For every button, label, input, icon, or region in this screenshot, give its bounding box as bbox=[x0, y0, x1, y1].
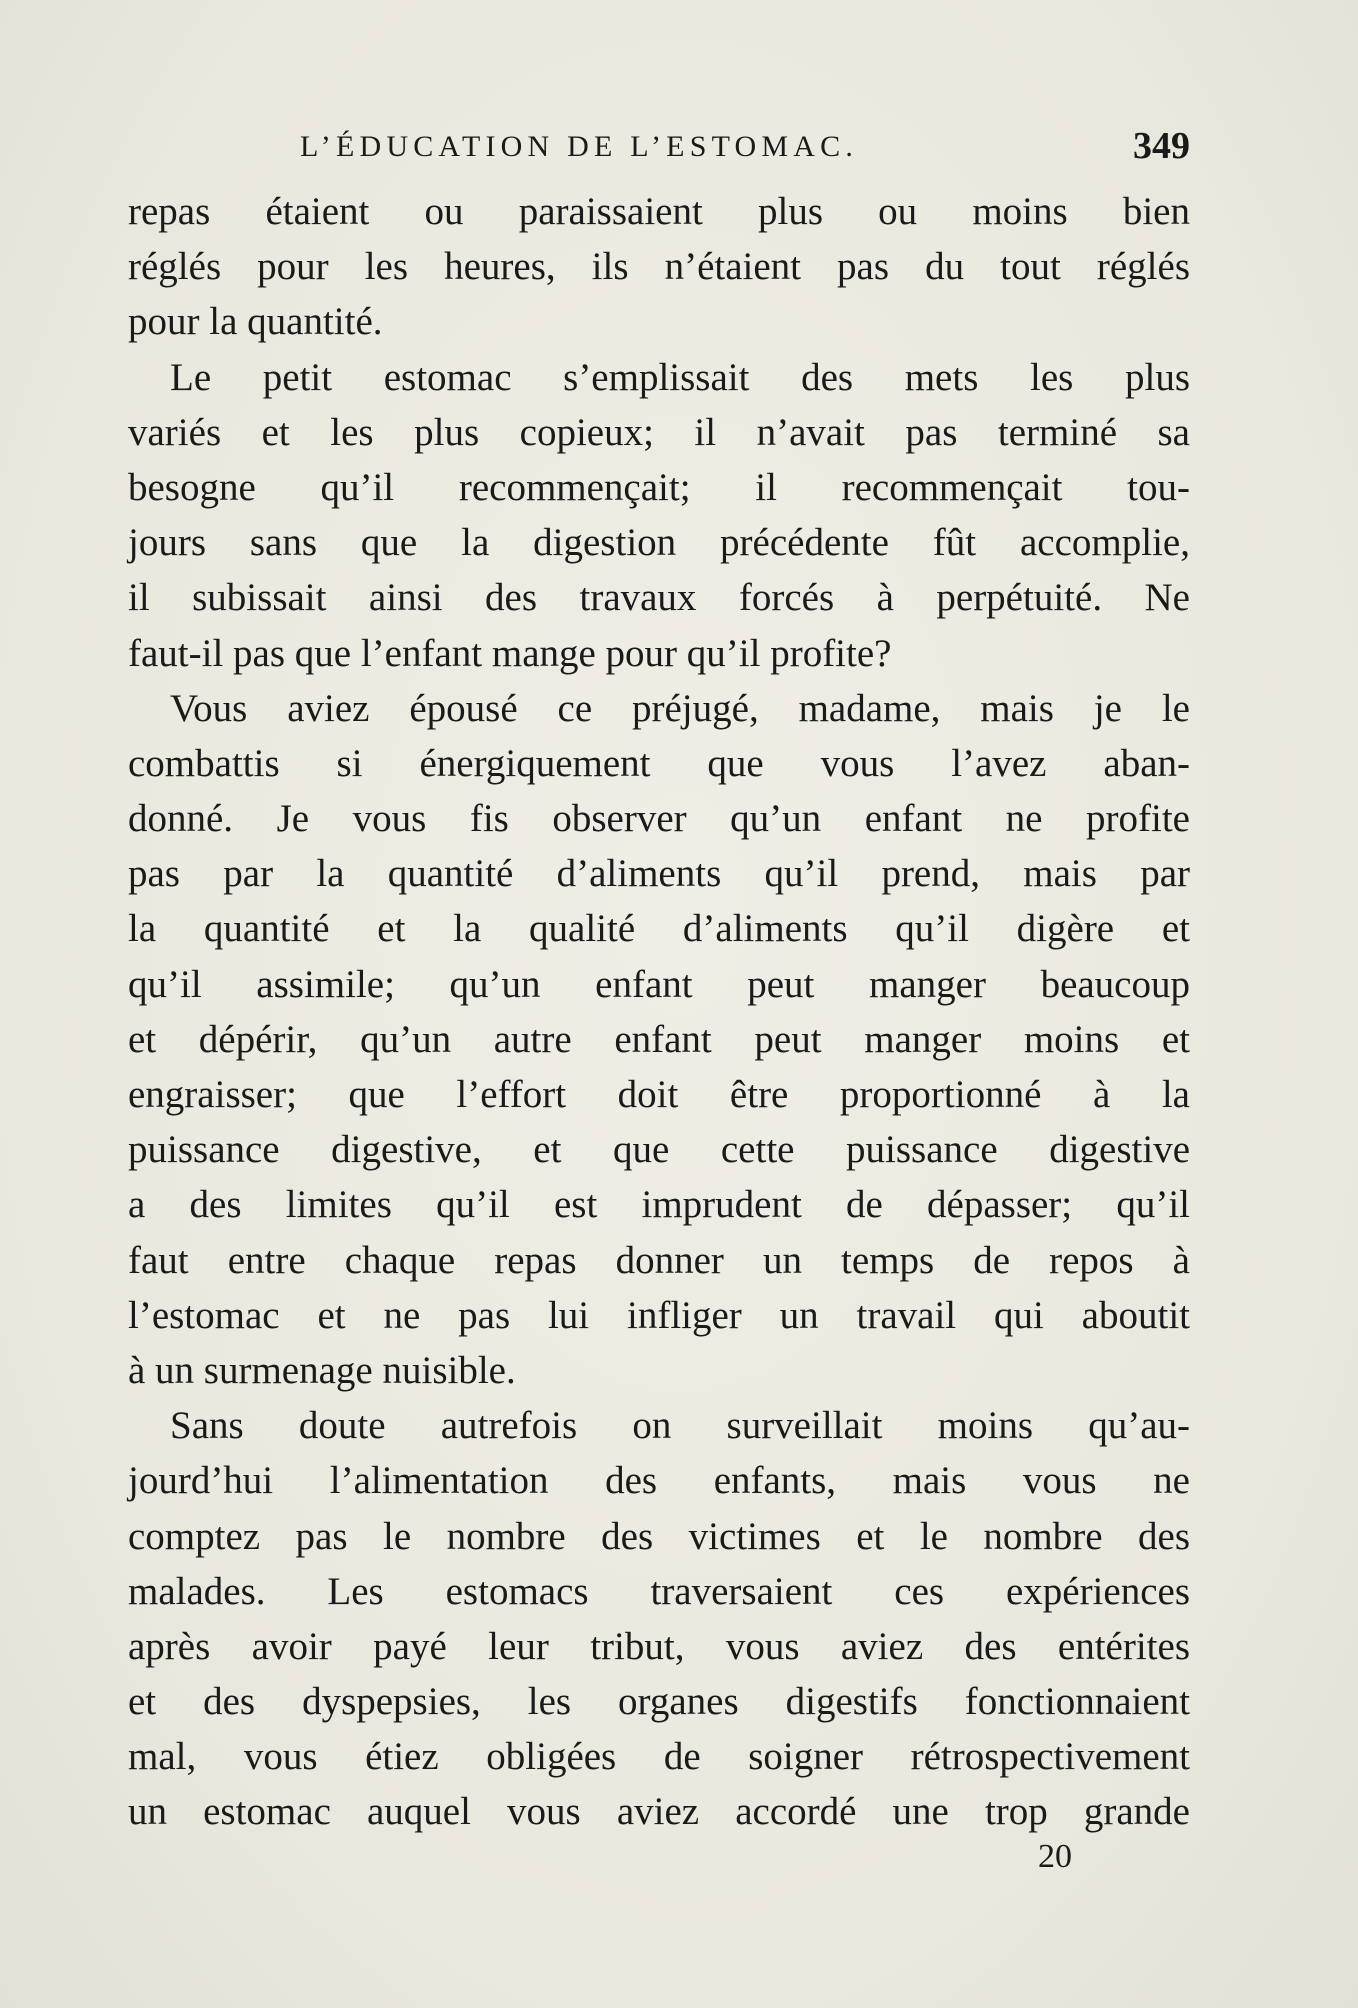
text-line: mal, vous étiez obligées de soigner rétrospectivement bbox=[128, 1735, 1190, 1779]
text-line: il subissait ainsi des travaux forcés à perpétuité. Ne bbox=[128, 576, 1190, 620]
text-line: malades. Les estomacs traversaient ces expériences bbox=[128, 1569, 1190, 1613]
text-line: la quantité et la qualité d’aliments qu’il digère et bbox=[128, 907, 1190, 951]
text-line: donné. Je vous fis observer qu’un enfant ne profite bbox=[128, 797, 1190, 841]
text-line: a des limites qu’il est imprudent de dépasser; qu’il bbox=[128, 1183, 1190, 1227]
text-line: puissance digestive, et que cette puissance digestive bbox=[128, 1128, 1190, 1172]
text-line: et des dyspepsies, les organes digestifs fonctionnaient bbox=[128, 1680, 1190, 1724]
text-line: un estomac auquel vous aviez accordé une trop grande bbox=[128, 1790, 1190, 1834]
text-line: Le petit estomac s’emplissait des mets les plus bbox=[170, 355, 1190, 399]
text-line: après avoir payé leur tribut, vous aviez des entérites bbox=[128, 1624, 1190, 1668]
text-line: jours sans que la digestion précédente fût accomplie, bbox=[128, 521, 1190, 565]
text-line: variés et les plus copieux; il n’avait pas terminé sa bbox=[128, 410, 1190, 454]
text-line: jourd’hui l’alimentation des enfants, mais vous ne bbox=[128, 1459, 1190, 1503]
text-line: qu’il assimile; qu’un enfant peut manger beaucoup bbox=[128, 962, 1190, 1006]
running-head bbox=[128, 124, 1190, 176]
text-line: l’estomac et ne pas lui infliger un travail qui aboutit bbox=[128, 1293, 1190, 1337]
text-line: et dépérir, qu’un autre enfant peut manger moins et bbox=[128, 1017, 1190, 1061]
signature-mark: 20 bbox=[1038, 1838, 1072, 1875]
text-line: combattis si énergiquement que vous l’avez aban- bbox=[128, 741, 1190, 785]
text-line: à un surmenage nuisible. bbox=[128, 1348, 516, 1392]
text-line: engraisser; que l’effort doit être proportionné à la bbox=[128, 1073, 1190, 1116]
text-line: pour la quantité. bbox=[128, 300, 383, 344]
text-line: comptez pas le nombre des victimes et le nombre des bbox=[128, 1514, 1190, 1558]
text-line: faut entre chaque repas donner un temps de repos à bbox=[128, 1238, 1190, 1282]
text-line: besogne qu’il recommençait; il recommençait tou- bbox=[128, 465, 1190, 509]
page-number: 349 bbox=[1133, 125, 1190, 167]
text-line: repas étaient ou paraissaient plus ou moins bien bbox=[128, 190, 1190, 233]
text-line: Vous aviez épousé ce préjugé, madame, mais je le bbox=[170, 686, 1190, 730]
text-line: Sans doute autrefois on surveillait moins qu’au- bbox=[170, 1404, 1190, 1448]
text-line: faut-il pas que l’enfant mange pour qu’il profite? bbox=[128, 631, 892, 675]
running-title: L’ÉDUCATION DE L’ESTOMAC. bbox=[300, 130, 859, 163]
body-text bbox=[128, 184, 1190, 1840]
text-line: pas par la quantité d’aliments qu’il prend, mais par bbox=[128, 852, 1190, 896]
text-line: réglés pour les heures, ils n’étaient pas du tout réglés bbox=[128, 245, 1190, 289]
